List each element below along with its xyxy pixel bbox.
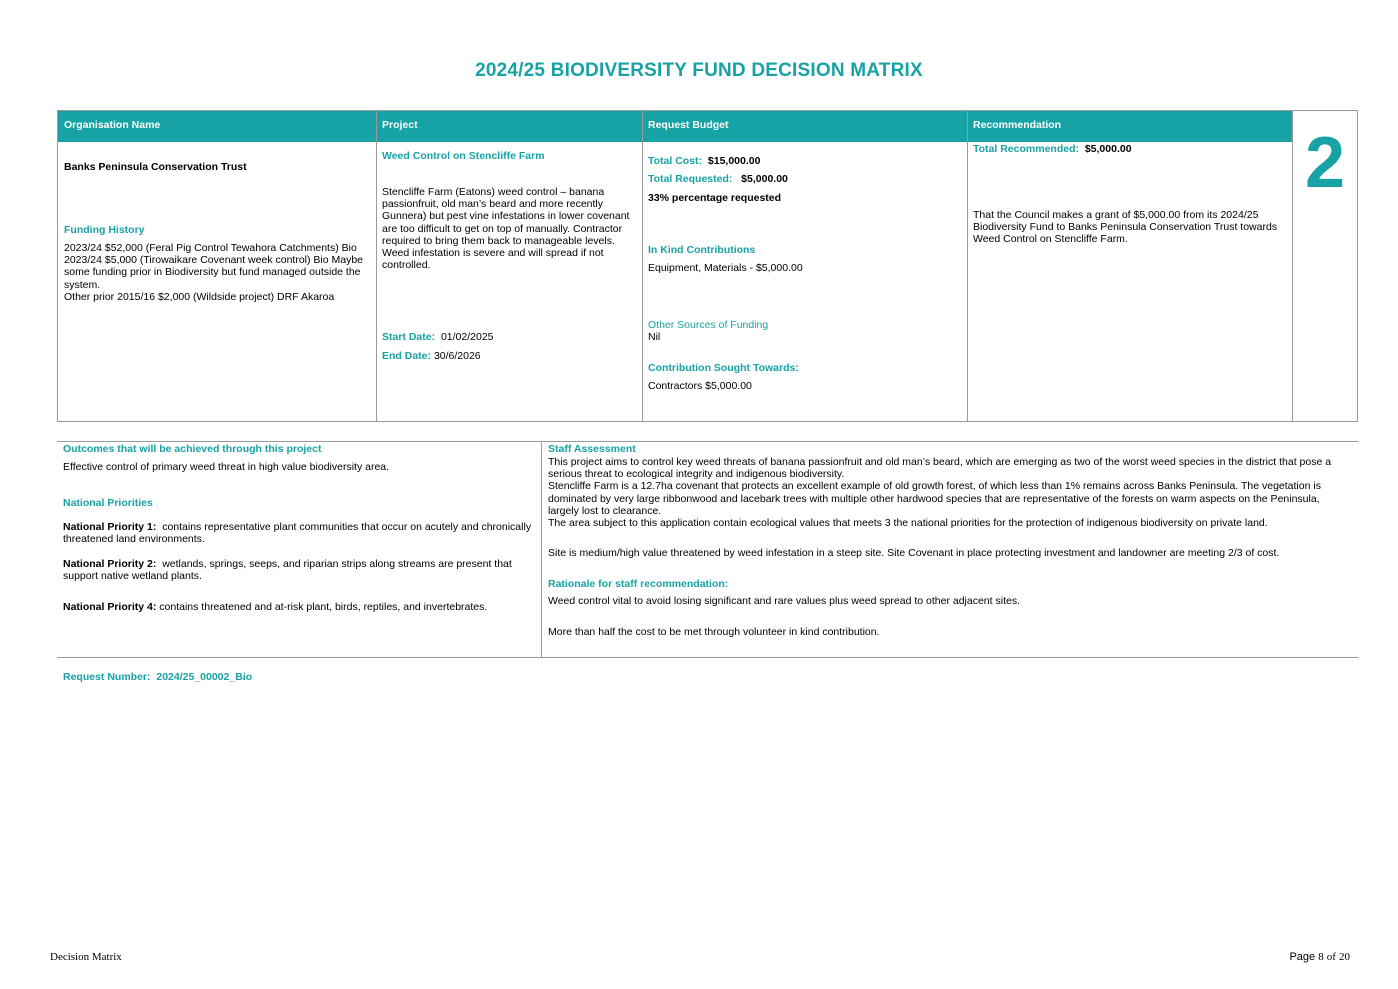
funding-history-line: 2023/24 $5,000 (Tirowaikare Covenant week control) Bio Maybe [64,254,364,267]
page-current: 8 [1318,951,1324,963]
project-description-line: required to bring them back to manageable levels. [382,234,615,247]
national-priority-4 [63,601,487,613]
total-recommended-value: $5,000.00 [1084,143,1132,155]
funding-history [64,242,369,303]
total-cost-label: Total Cost: [648,155,703,167]
end-date-label: End Date: [382,350,432,362]
page-label: Page [1289,951,1316,963]
project-name: Weed Control on Stencliffe Farm [382,150,545,162]
start-date-label: Start Date: [382,331,436,343]
percentage-requested: 33% percentage requested [648,192,782,204]
funding-history-line: system. [64,278,101,291]
funding-history-line: 2023/24 $52,000 (Feral Pig Control Tewahora Catchments) Bio [64,242,357,254]
national-priority-2 [63,558,538,582]
staff-line: dominated by very large ribbonwood and lacebark trees with multiple other hardwood species that are representative of the forests on warm aspects on the Peninsula, [548,492,1320,505]
staff-line: largely lost to clearance. [548,504,662,517]
np2-text: wetlands, springs, seeps, and riparian strips along streams are present that [162,558,512,570]
project-description [382,186,637,271]
total-recommended [973,143,1132,155]
request-number-value: 2024/25_00002_Bio [156,671,253,683]
staff-line: serious threat to ecological integrity and indigenous biodiversity. [548,468,845,481]
contribution-sought-label: Contribution Sought Towards: [648,362,799,374]
np2-label: National Priority 2: [63,558,157,570]
header-budget: Request Budget [642,111,967,142]
rationale-text-1: Weed control vital to avoid losing significant and rare values plus weed spread to other adjacent sites. [548,595,1020,607]
total-cost [648,155,760,167]
rationale-text-2: More than half the cost to be met through volunteer in kind contribution. [548,626,880,638]
item-number: 2 [1304,123,1346,203]
start-date [382,331,494,343]
np4-label: National Priority 4: [63,601,157,613]
total-requested [648,173,788,185]
request-number [63,671,252,683]
project-description-line: Gunnera) but pest vine infestations in lower covenant [382,210,630,223]
recommendation-line: Weed Control on Stencliffe Farm. [973,233,1128,246]
np1-text-cont: threatened land environments. [63,533,205,546]
total-cost-value: $15,000.00 [707,155,761,167]
funding-history-line: some funding prior in Biodiversity but fund managed outside the [64,266,361,279]
site-text: Site is medium/high value threatened by weed infestation in a steep site. Site Covenant in place protecting investment and landowner are meeting 2/3 of cost. [548,547,1280,559]
national-priorities-label: National Priorities [63,497,153,509]
page-of-label: of [1326,951,1336,963]
funding-history-label: Funding History [64,224,145,236]
page-title: 2024/25 BIODIVERSITY FUND DECISION MATRIX [475,60,923,81]
other-sources-label: Other Sources of Funding [648,319,769,331]
column-divider [642,111,643,421]
recommendation-line: That the Council makes a grant of $5,000.00 from its 2024/25 [973,209,1259,221]
project-description-line: controlled. [382,259,431,272]
request-number-label: Request Number: [63,671,151,683]
header-recommendation: Recommendation [967,111,1292,142]
staff-line: The area subject to this application contain ecological values that meets 3 the national priorities for the protection of indigenous biodiversity on private land. [548,517,1268,530]
total-recommended-label: Total Recommended: [973,143,1079,155]
outcomes-text: Effective control of primary weed threat in high value biodiversity area. [63,461,390,473]
project-description-line: passionfruit, old man’s beard and more recently [382,198,604,211]
project-description-line: Stencliffe Farm (Eatons) weed control – banana [382,186,605,198]
outcomes-label: Outcomes that will be achieved through this project [63,443,322,455]
recommendation-line: Biodiversity Fund to Banks Peninsula Conservation Trust towards [973,221,1278,234]
np1-label: National Priority 1: [63,521,157,533]
page-total: 20 [1339,951,1350,963]
total-requested-label: Total Requested: [648,173,733,185]
footer-page-number [1289,951,1350,963]
np2-text-cont: support native wetland plants. [63,570,202,583]
np1-text: contains representative plant communities that occur on acutely and chronically [162,521,532,533]
decision-table [57,110,1358,422]
section-divider [541,442,542,657]
start-date-value: 01/02/2025 [440,331,494,343]
staff-assessment-text [548,456,1353,529]
in-kind-value: Equipment, Materials - $5,000.00 [648,262,803,274]
column-divider [967,111,968,421]
end-date [382,350,481,362]
np4-text: contains threatened and at-risk plant, birds, reptiles, and invertebrates. [159,601,488,613]
header-organisation: Organisation Name [58,111,376,142]
project-description-line: Weed infestation is severe and will spread if not [382,247,604,260]
organisation-name: Banks Peninsula Conservation Trust [64,161,247,173]
national-priority-1 [63,521,538,545]
recommendation-text [973,209,1288,246]
column-divider [376,111,377,421]
in-kind-label: In Kind Contributions [648,244,756,256]
end-date-value: 30/6/2026 [433,350,481,362]
staff-line: This project aims to control key weed threats of banana passionfruit and old man’s beard, which are emerging as two of the worst weed species in the district that pose a [548,456,1332,468]
header-project: Project [376,111,642,142]
assessment-section [57,441,1358,658]
other-sources-value: Nil [648,331,661,343]
staff-assessment-label: Staff Assessment [548,443,636,455]
project-description-line: are too difficult to get on top of manually. Contractor [382,222,623,235]
footer-document-name: Decision Matrix [50,951,122,963]
rationale-label: Rationale for staff recommendation: [548,578,729,590]
contribution-sought-value: Contractors $5,000.00 [648,380,752,392]
funding-history-line: Other prior 2015/16 $2,000 (Wildside project) DRF Akaroa [64,290,335,303]
staff-line: Stencliffe Farm is a 12.7ha covenant that protects an excellent example of old growth forest, of which less than 1% remains across Banks Peninsula. The vegetation is [548,480,1321,493]
total-requested-value: $5,000.00 [741,173,788,185]
